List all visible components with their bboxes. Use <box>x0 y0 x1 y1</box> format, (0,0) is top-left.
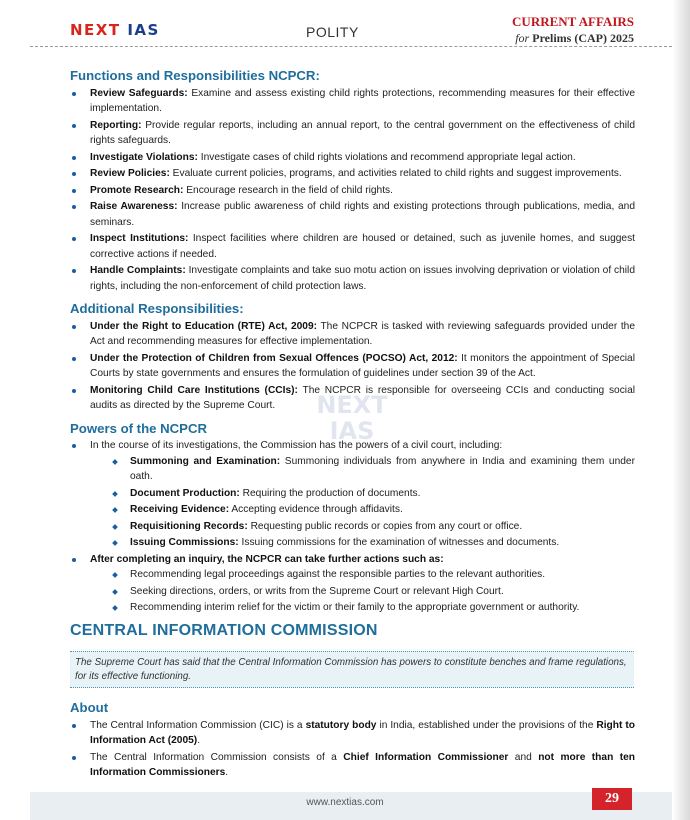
item-text: Provide regular reports, including an annual report, to the central government on the effectiveness of child rights safeguards. <box>90 119 635 146</box>
sub-list-item <box>110 535 635 551</box>
publication-edition: Prelims (CAP) 2025 <box>532 31 634 45</box>
list-item <box>70 750 635 781</box>
sub-list-item <box>110 519 635 535</box>
list-item <box>70 231 635 262</box>
sub-list-item: Recommending legal proceedings against the responsible parties to the relevant authorities. <box>110 567 635 583</box>
page-header <box>30 0 672 48</box>
about-bold: Right to Information Act (2005) <box>90 719 635 746</box>
about-text: . <box>197 735 201 746</box>
page-number: 29 <box>592 788 632 810</box>
item-term: Requisitioning Records: <box>130 520 248 532</box>
section-title: POLITY <box>306 24 359 40</box>
item-text: It monitors the appointment of Special Courts by state governments and ensures the formulation of guidelines under section 39 of the Act. <box>90 352 635 379</box>
about-bold: Chief Information Commissioner <box>343 751 509 763</box>
item-text: Requesting public records or copies from any court or office. <box>247 520 523 532</box>
item-term: Inspect Institutions: <box>90 233 189 244</box>
item-text: Requiring the production of documents. <box>239 487 421 499</box>
about-text: The Central Information Commission consists of a <box>90 751 344 763</box>
item-term: Under the Protection of Children from Sexual Offences (POCSO) Act, 2012: <box>90 352 458 364</box>
logo-next: NEXT <box>70 21 121 39</box>
item-term: Investigate Violations: <box>90 151 198 163</box>
court-powers-list <box>90 454 635 551</box>
list-item <box>70 351 635 382</box>
about-heading: About <box>70 700 109 715</box>
list-item <box>70 438 635 551</box>
sub-list-item <box>110 486 635 502</box>
logo-ias: IAS <box>127 21 160 39</box>
item-term: Promote Research: <box>90 184 184 196</box>
functions-list <box>70 86 635 295</box>
footer-url[interactable]: www.nextias.com <box>306 797 384 808</box>
item-term: Monitoring Child Care Institutions (CCIs): <box>90 384 298 396</box>
list-item <box>70 166 635 182</box>
about-text: . <box>225 767 229 778</box>
list-item <box>70 86 635 117</box>
list-item <box>70 718 635 749</box>
about-list <box>70 718 635 781</box>
list-item <box>70 199 635 230</box>
item-term: Document Production: <box>130 487 240 499</box>
item-term: Issuing Commissions: <box>130 537 239 548</box>
about-text: in India, established under the provisions of the <box>376 719 597 731</box>
publication-title-line2 <box>512 31 634 46</box>
item-term: Under the Right to Education (RTE) Act, 2009: <box>90 320 318 332</box>
powers-intro: In the course of its investigations, the Commission has the powers of a civil court, including: <box>90 440 503 451</box>
list-item <box>70 319 635 350</box>
item-term: Raise Awareness: <box>90 201 178 212</box>
about-bold: statutory body <box>305 719 377 731</box>
item-text: Issuing commissions for the examination of witnesses and documents. <box>238 537 560 548</box>
additional-list <box>70 319 635 414</box>
item-text: The NCPCR is tasked with reviewing safeguards provided under the Act and recommending measures for effective implementation. <box>90 320 636 347</box>
item-text: Investigate cases of child rights violations and recommend appropriate legal action. <box>197 151 576 163</box>
about-text: and <box>508 751 539 763</box>
functions-heading: Functions and Responsibilities NCPCR: <box>70 68 320 83</box>
list-item <box>70 383 635 414</box>
item-text: Summoning individuals from anywhere in India and examining them under oath. <box>130 455 635 482</box>
sub-list-item <box>110 454 635 485</box>
item-text: The NCPCR is responsible for overseeing CCIs and conducting social audits as directed by the Supreme Court. <box>90 384 636 411</box>
item-text: Accepting evidence through affidavits. <box>229 504 403 515</box>
list-item <box>70 118 635 149</box>
item-term: Handle Complaints: <box>90 265 186 276</box>
item-text: Encourage research in the field of child rights. <box>183 184 393 196</box>
additional-heading: Additional Responsibilities: <box>70 301 244 316</box>
list-item <box>70 150 635 166</box>
sub-list-item: Recommending interim relief for the victim or their family to the appropriate government or authority. <box>110 600 635 616</box>
sub-list-item: Seeking directions, orders, or writs from the Supreme Court or relevant High Court. <box>110 584 635 600</box>
publication-title-line1: CURRENT AFFAIRS <box>512 14 634 29</box>
page-edge-shadow <box>672 0 690 820</box>
list-item <box>70 263 635 294</box>
list-item <box>70 552 635 616</box>
brand-logo <box>70 21 160 39</box>
item-text: Increase public awareness of child rights and existing protections through publications, media, and seminars. <box>90 201 635 228</box>
publication-title <box>512 14 634 46</box>
header-divider <box>30 46 672 47</box>
about-text: The Central Information Commission (CIC) is a <box>90 719 306 731</box>
cic-heading: CENTRAL INFORMATION COMMISSION <box>70 622 378 639</box>
about-section <box>70 700 635 782</box>
item-term: Summoning and Examination: <box>130 455 281 467</box>
powers-list <box>70 438 635 616</box>
item-text: Inspect facilities where children are housed or detained, such as juvenile homes, and suggest corrective actions if needed. <box>90 233 635 260</box>
item-text: Examine and assess existing child rights protections, recommending measures for their effective implementation. <box>90 87 635 114</box>
main-content <box>70 68 635 617</box>
watermark-line1: NEXT <box>316 391 388 419</box>
sub-list-item <box>110 502 635 518</box>
watermark-line2: IAS <box>329 417 375 445</box>
after-inquiry-list <box>90 567 635 616</box>
publication-for: for <box>515 31 530 45</box>
powers-heading: Powers of the NCPCR <box>70 420 208 436</box>
after-inquiry-label: After completing an inquiry, the NCPCR can take further actions such as: <box>90 553 444 565</box>
cic-callout: The Supreme Court has said that the Central Information Commission has powers to constitute benches and frame regulations, for its effective functioning. <box>70 651 634 688</box>
page-margin <box>0 0 30 820</box>
about-bold: not more than ten Information Commissioners <box>90 751 635 778</box>
item-term: Review Safeguards: <box>90 87 188 99</box>
list-item <box>70 183 635 199</box>
item-text: Investigate complaints and take suo motu action on issues involving deprivation or violation of child rights, including the non-enforcement of child protection laws. <box>90 265 635 292</box>
item-term: Review Policies: <box>90 168 170 179</box>
item-term: Receiving Evidence: <box>130 504 230 515</box>
item-text: Evaluate current policies, programs, and activities related to child rights and suggest improvements. <box>169 168 622 179</box>
item-term: Reporting: <box>90 119 142 131</box>
